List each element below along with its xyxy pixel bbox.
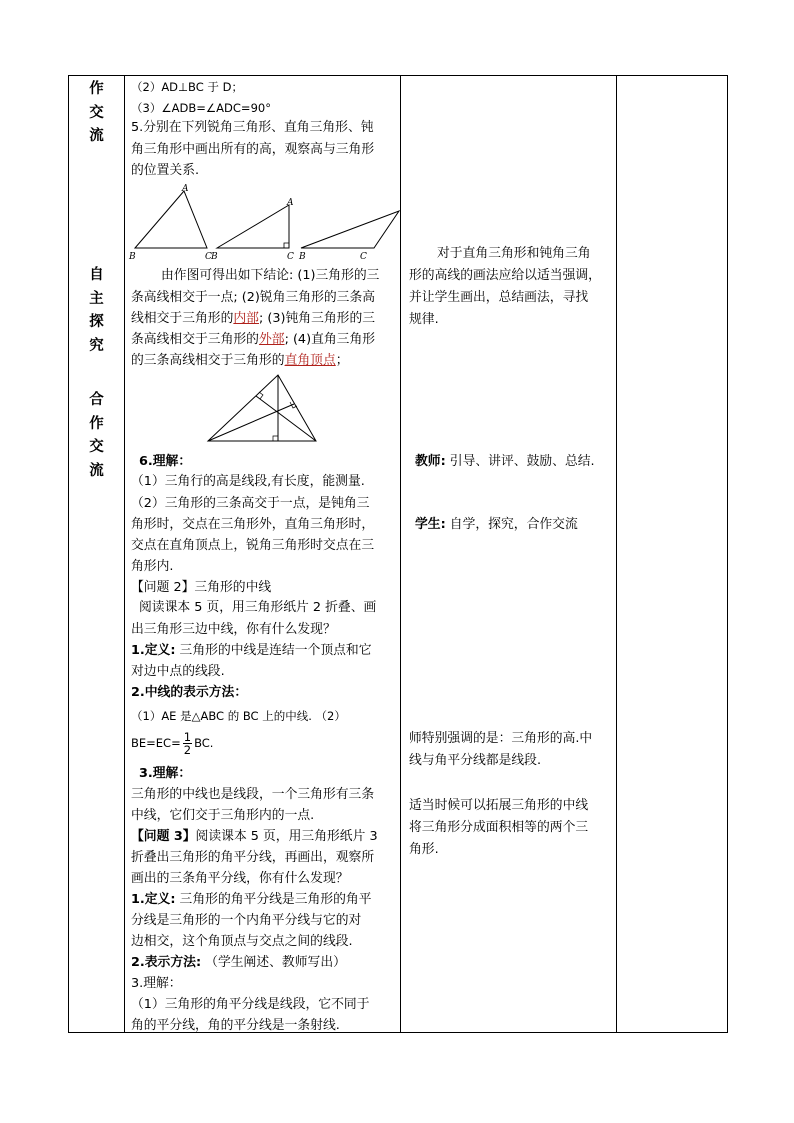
teacher-label: 教师: bbox=[415, 454, 446, 469]
label-c: C bbox=[360, 252, 367, 262]
text-segment: BE=EC= bbox=[131, 736, 181, 750]
text-line: 角三角形中画出所有的高，观察高与三角形 bbox=[131, 142, 375, 157]
section-heading: 3.理解： bbox=[131, 976, 182, 991]
note-line: 形的高线的画法应给以适当强调， bbox=[409, 268, 601, 283]
altitude-line bbox=[256, 396, 316, 441]
text-segment: 条高线相交于三角形的 bbox=[131, 332, 259, 347]
label-b: B bbox=[211, 252, 218, 262]
note-line: 角形. bbox=[409, 842, 439, 857]
text-line: 中线，它们交于三角形内的一点. bbox=[131, 808, 315, 823]
section-label-column bbox=[69, 76, 124, 1032]
column-divider bbox=[616, 76, 617, 1032]
lesson-table bbox=[68, 75, 728, 1033]
text-segment: 三角形的角平分线是三角形的角平 bbox=[175, 892, 372, 907]
text-line bbox=[131, 828, 378, 846]
text-segment: （学生阐述、教师写出） bbox=[201, 955, 346, 970]
label-b: B bbox=[299, 252, 306, 262]
text-line: 5.分别在下列锐角三角形、直角三角形、钝 bbox=[131, 120, 374, 135]
answer-outside: 外部 bbox=[258, 332, 285, 347]
text-line: （2）三角形的三条高交于一点，是钝角三 bbox=[131, 496, 370, 511]
right-triangle bbox=[217, 205, 289, 248]
label-a: A bbox=[287, 198, 294, 208]
label-hezuojiaoliu: 合 作 交 流 bbox=[89, 392, 104, 479]
note-line: 线与角平分线都是线段. bbox=[409, 753, 542, 768]
label-zuojiaoliu-top: 作 交 流 bbox=[89, 81, 104, 144]
text-line: 对边中点的线段. bbox=[131, 664, 225, 679]
label-c: C bbox=[287, 252, 294, 262]
text-segment: BC. bbox=[194, 736, 214, 750]
text-line: 边相交，这个角顶点与交点之间的线段. bbox=[131, 934, 353, 949]
text-line: 阅读课本 5 页，用三角形纸片 2 折叠、画 bbox=[139, 600, 377, 615]
text-segment: 的三条高线相交于三角形的 bbox=[131, 353, 285, 368]
text-line: 画出的三条角平分线，你有什么发现？ bbox=[131, 871, 349, 886]
column-divider bbox=[124, 76, 125, 1032]
text-line: （1）三角形的角平分线是线段，它不同于 bbox=[131, 997, 370, 1012]
text-line: 折叠出三角形的角平分线，再画出，观察所 bbox=[131, 850, 375, 865]
fraction bbox=[183, 731, 192, 756]
note-line: 适当时候可以拓展三角形的中线 bbox=[409, 798, 589, 813]
text-line bbox=[131, 352, 349, 370]
text-line: 出三角形三边中线，你有什么发现？ bbox=[131, 622, 336, 637]
text-segment: 阅读课本 5 页，用三角形纸片 3 bbox=[195, 829, 378, 844]
note-line bbox=[415, 516, 578, 534]
obtuse-triangle bbox=[301, 211, 399, 248]
text-line: 角的平分线，角的平分线是一条射线. bbox=[131, 1018, 340, 1033]
altitudes-figure bbox=[201, 373, 326, 445]
altitude-line bbox=[208, 404, 294, 441]
text-segment: 引导、讲评、鼓励、总结. bbox=[445, 454, 595, 469]
answer-right-vertex: 直角顶点 bbox=[284, 353, 336, 368]
text-line bbox=[131, 642, 372, 660]
text-line bbox=[131, 310, 375, 328]
right-angle-mark bbox=[259, 392, 263, 399]
text-line: 分线是三角形的一个内角平分线与它的对 bbox=[131, 913, 362, 928]
text-line bbox=[131, 891, 372, 909]
student-label: 学生: bbox=[415, 517, 446, 532]
label-c: C bbox=[205, 252, 212, 262]
text-line bbox=[131, 729, 213, 757]
note-line bbox=[415, 453, 595, 471]
problem-heading: 【问题 2】三角形的中线 bbox=[131, 580, 272, 595]
acute-triangle bbox=[135, 191, 207, 248]
text-line: 条高线相交于一点; (2)锐角三角形的三条高 bbox=[131, 290, 376, 305]
three-triangles-figure bbox=[129, 184, 409, 262]
text-line: （1）三角行的高是线段,有长度，能测量. bbox=[131, 474, 365, 489]
section-heading: 2.中线的表示方法： bbox=[131, 685, 248, 700]
right-angle-mark bbox=[273, 436, 278, 441]
text-line: （3）∠ADB=∠ADC=90° bbox=[131, 101, 271, 115]
acute-triangle bbox=[208, 375, 316, 441]
answer-inside: 内部 bbox=[233, 311, 259, 326]
text-segment: ; (4)直角三角形 bbox=[284, 332, 376, 347]
text-line: （2）AD⊥BC 于 D； bbox=[131, 80, 243, 94]
definition-label: 1.定义: bbox=[131, 892, 176, 907]
text-segment: 线相交于三角形的 bbox=[131, 311, 234, 326]
section-heading: 2.表示方法: bbox=[131, 955, 202, 970]
section-heading: 6.理解： bbox=[139, 454, 192, 469]
note-line: 规律. bbox=[409, 312, 439, 327]
section-heading: 3.理解： bbox=[139, 766, 192, 781]
note-line: 师特别强调的是：三角形的高.中 bbox=[409, 731, 593, 746]
text-segment: ; (3)钝角三角形的三 bbox=[258, 311, 376, 326]
text-line: 由作图可得出如下结论: (1)三角形的三 bbox=[161, 268, 380, 283]
right-angle-mark bbox=[284, 243, 289, 248]
text-line: 三角形的中线也是线段，一个三角形有三条 bbox=[131, 787, 375, 802]
note-line: 将三角形分成面积相等的两个三 bbox=[409, 820, 589, 835]
text-line: 交点在直角顶点上，锐角三角形时交点在三 bbox=[131, 538, 375, 553]
label-zizhutanjiu: 自 主 探 究 bbox=[89, 267, 104, 354]
text-segment: 三角形的中线是连结一个顶点和它 bbox=[175, 643, 372, 658]
note-line: 并让学生画出，总结画法，寻找 bbox=[409, 290, 589, 305]
text-line bbox=[131, 954, 346, 972]
text-line: 角形内. bbox=[131, 559, 174, 574]
text-segment: 自学，探究，合作交流 bbox=[445, 517, 578, 532]
text-line: 角形时，交点在三角形外，直角三角形时， bbox=[131, 517, 375, 532]
label-b: B bbox=[129, 252, 136, 262]
definition-label: 1.定义: bbox=[131, 643, 176, 658]
note-line: 对于直角三角形和钝角三角 bbox=[437, 246, 591, 261]
text-line: （1）AE 是△ABC 的 BC 上的中线. （2） bbox=[131, 709, 346, 723]
text-line bbox=[131, 331, 375, 349]
text-segment: ； bbox=[335, 353, 349, 368]
fraction-numerator: 1 bbox=[183, 730, 192, 744]
problem-label: 【问题 3】 bbox=[131, 829, 196, 844]
label-a: A bbox=[182, 184, 189, 194]
fraction-denominator: 2 bbox=[183, 743, 192, 757]
text-line: 的位置关系. bbox=[131, 163, 200, 178]
